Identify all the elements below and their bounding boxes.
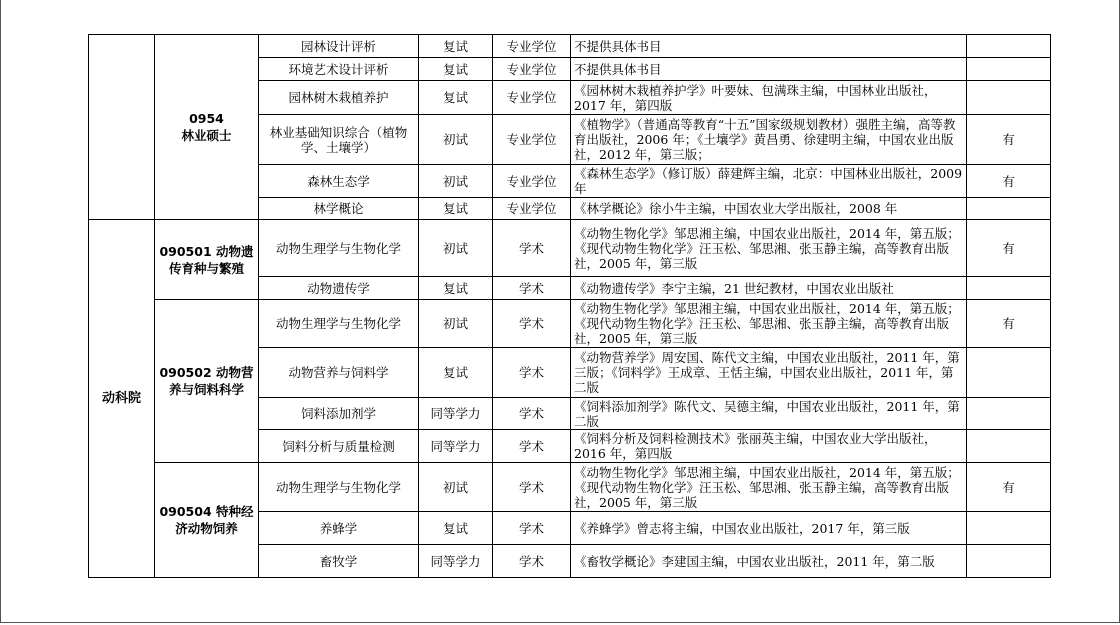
major-line: 090502 动物营 [159,365,254,380]
subject-cell: 动物生理学与生物化学 [259,300,419,348]
subject-cell: 园林设计评析 [259,35,419,58]
degree-type-cell: 学术 [493,220,571,277]
reference-books-cell: 《动物生物化学》邹思湘主编，中国农业出版社，2014 年，第五版；《现代动物生物化学》汪玉松、邹思湘、张玉静主编，高等教育出版社，2005 年，第三版 [571,463,967,512]
major-code: 0954 [189,111,224,126]
subject-cell: 林学概论 [259,198,419,220]
major-cell-animal-genetics [155,220,259,300]
degree-type-cell: 专业学位 [493,115,571,165]
flag-cell [967,398,1051,430]
reference-books-cell: 不提供具体书目 [571,35,967,58]
exam-type-cell: 初试 [419,115,493,165]
subject-cell: 饲料添加剂学 [259,398,419,430]
flag-cell [967,198,1051,220]
reference-books-cell: 《园林树木栽植养护学》叶要妹、包满珠主编，中国林业出版社，2017 年，第四版 [571,81,967,115]
major-cell-special-animals [155,463,259,578]
degree-type-cell: 学术 [493,545,571,578]
exam-type-cell: 初试 [419,300,493,348]
degree-type-cell: 学术 [493,463,571,512]
exam-type-cell: 同等学力 [419,545,493,578]
major-line: 090504 特种经 [159,504,254,519]
subject-cell: 林业基础知识综合（植物学、土壤学） [259,115,419,165]
flag-cell [967,58,1051,81]
degree-type-cell: 专业学位 [493,81,571,115]
subject-cell: 畜牧学 [259,545,419,578]
exam-type-cell: 复试 [419,348,493,398]
exam-type-cell: 复试 [419,512,493,545]
subject-cell: 动物遗传学 [259,277,419,300]
exam-type-cell: 初试 [419,165,493,198]
reference-books-cell: 《动物生物化学》邹思湘主编，中国农业出版社，2014 年，第五版；《现代动物生物化学》汪玉松、邹思湘、张玉静主编，高等教育出版社，2005 年，第三版 [571,220,967,277]
reference-books-cell: 《畜牧学概论》李建国主编，中国农业出版社，2011 年，第二版 [571,545,967,578]
degree-type-cell: 学术 [493,398,571,430]
exam-type-cell: 初试 [419,220,493,277]
exam-type-cell: 复试 [419,81,493,115]
major-cell-animal-nutrition [155,300,259,463]
flag-cell [967,512,1051,545]
reference-books-cell: 《植物学》（普通高等教育“十五”国家级规划教材）强胜主编，高等教育出版社，2006 年；《土壤学》黄昌勇、徐建明主编，中国农业出版社，2012 年，第三版； [571,115,967,165]
reference-books-cell: 《动物生物化学》邹思湘主编，中国农业出版社，2014 年，第五版；《现代动物生物化学》汪玉松、邹思湘、张玉静主编，高等教育出版社，2005 年，第三版 [571,300,967,348]
major-line: 养与饲料科学 [168,382,244,397]
degree-type-cell: 学术 [493,277,571,300]
degree-type-cell: 专业学位 [493,198,571,220]
degree-type-cell: 学术 [493,300,571,348]
subject-cell: 园林树木栽植养护 [259,81,419,115]
flag-cell [967,545,1051,578]
degree-type-cell: 专业学位 [493,165,571,198]
exam-type-cell: 复试 [419,198,493,220]
major-cell-forestry [155,35,259,220]
flag-cell [967,430,1051,463]
flag-cell: 有 [967,220,1051,277]
major-line: 090501 动物遗 [159,243,254,259]
department-cell [89,35,155,220]
subject-cell: 动物营养与饲料学 [259,348,419,398]
flag-cell: 有 [967,463,1051,512]
reference-books-cell: 《动物营养学》周安国、陈代文主编，中国农业出版社，2011 年，第三版；《饲料学》王成章、王恬主编，中国农业出版社，2011 年，第二版 [571,348,967,398]
degree-type-cell: 学术 [493,430,571,463]
major-line: 济动物饲养 [175,521,238,536]
exam-type-cell: 复试 [419,35,493,58]
exam-type-cell: 复试 [419,277,493,300]
major-line: 传育种与繁殖 [168,260,244,276]
degree-type-cell: 专业学位 [493,58,571,81]
exam-catalog-table [88,34,1051,578]
reference-books-cell: 不提供具体书目 [571,58,967,81]
flag-cell [967,277,1051,300]
table-row [89,35,1051,58]
subject-cell: 动物生理学与生物化学 [259,220,419,277]
reference-books-cell: 《动物遗传学》李宁主编，21 世纪教材，中国农业出版社 [571,277,967,300]
degree-type-cell: 学术 [493,348,571,398]
flag-cell: 有 [967,115,1051,165]
flag-cell [967,81,1051,115]
table-row [89,463,1051,512]
exam-type-cell: 复试 [419,58,493,81]
subject-cell: 养蜂学 [259,512,419,545]
flag-cell: 有 [967,165,1051,198]
degree-type-cell: 专业学位 [493,35,571,58]
reference-books-cell: 《饲料添加剂学》陈代文、吴德主编，中国农业出版社，2011 年，第二版 [571,398,967,430]
exam-type-cell: 同等学力 [419,430,493,463]
degree-type-cell: 学术 [493,512,571,545]
table-row [89,300,1051,348]
reference-books-cell: 《饲料分析及饲料检测技术》张丽英主编，中国农业大学出版社，2016 年，第四版 [571,430,967,463]
major-name: 林业硕士 [181,128,232,143]
table-row [89,220,1051,277]
exam-type-cell: 同等学力 [419,398,493,430]
reference-books-cell: 《林学概论》徐小牛主编，中国农业大学出版社，2008 年 [571,198,967,220]
flag-cell: 有 [967,300,1051,348]
flag-cell [967,35,1051,58]
reference-books-cell: 《森林生态学》（修订版）薛建辉主编，北京：中国林业出版社，2009 年 [571,165,967,198]
flag-cell [967,348,1051,398]
department-cell: 动科院 [89,220,155,578]
reference-books-cell: 《养蜂学》曾志将主编，中国农业出版社，2017 年，第三版 [571,512,967,545]
exam-type-cell: 初试 [419,463,493,512]
subject-cell: 动物生理学与生物化学 [259,463,419,512]
subject-cell: 饲料分析与质量检测 [259,430,419,463]
subject-cell: 环境艺术设计评析 [259,58,419,81]
subject-cell: 森林生态学 [259,165,419,198]
